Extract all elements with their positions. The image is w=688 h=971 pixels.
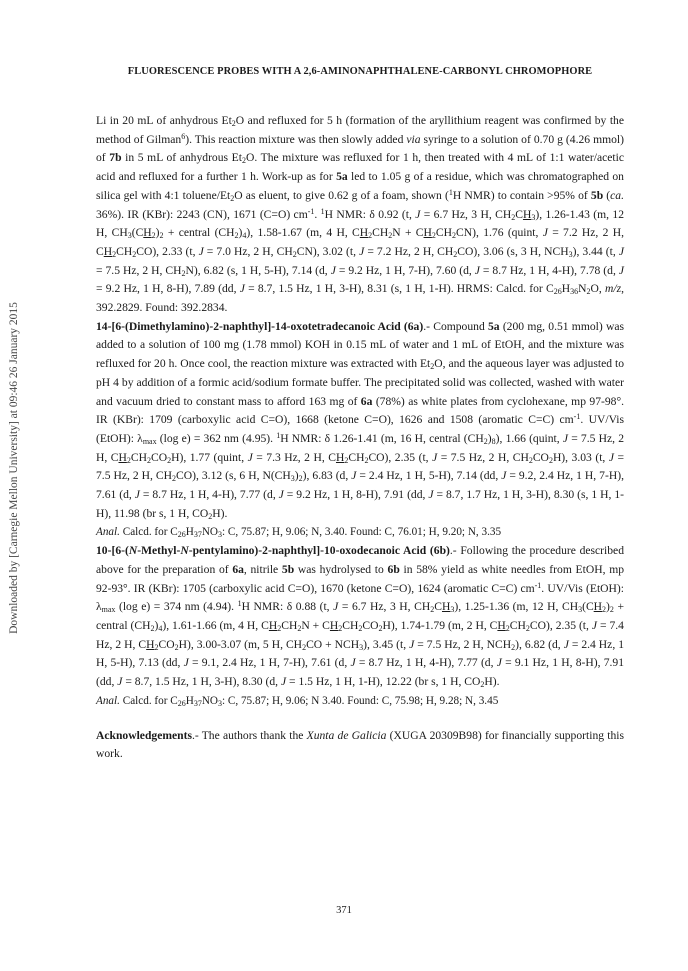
text-run: Anal.: [96, 694, 120, 707]
text-run: 2: [146, 455, 151, 465]
text-run: ca.: [610, 188, 624, 202]
text-run: 3: [568, 249, 573, 259]
text-run: (: [603, 188, 611, 202]
text-run: 2: [126, 455, 131, 465]
text-run: : C, 75.87; H, 9.06; N, 3.40. Found: C, 76.01; H, 9.20; N, 3.35: [222, 526, 502, 539]
text-run: = 7.2 Hz, 2 H, C: [96, 226, 624, 258]
text-run: 3: [218, 698, 222, 708]
text-run: N + C: [301, 618, 330, 632]
text-run: m/z: [605, 282, 622, 296]
text-run: -1: [307, 206, 315, 216]
paragraph-6a-analysis: [96, 523, 624, 542]
text-run: 26: [177, 530, 186, 540]
text-run: (C: [131, 226, 144, 240]
text-run: CO + NCH: [306, 637, 360, 651]
text-run: 2: [609, 605, 614, 615]
text-run: , nitrile: [243, 562, 282, 576]
text-run: CH: [116, 244, 133, 258]
text-run: ): [238, 226, 243, 240]
text-run: 2: [505, 623, 510, 633]
text-run: 3: [450, 605, 455, 615]
text-run: 36%). IR (KBr): 2243 (CN), 1671 (C=O) cm: [96, 207, 308, 221]
text-run: J: [415, 207, 421, 221]
text-run: J: [542, 226, 548, 240]
text-run: C: [515, 207, 523, 221]
text-run: H: [497, 618, 506, 632]
text-run: ). This reaction mixture was then slowly added: [185, 132, 407, 146]
text-run: (XUGA 20309B98) for financially supporting this work.: [96, 728, 624, 761]
article-body: [96, 112, 624, 764]
text-run: 2: [344, 455, 349, 465]
text-run: = 7.4 Hz, 2 H, C: [96, 618, 624, 651]
text-run: + central (CH: [96, 600, 625, 632]
text-run: J: [563, 637, 569, 651]
text-run: max: [101, 605, 116, 615]
text-run: 2: [302, 642, 307, 652]
text-run: 2: [452, 231, 457, 241]
text-run: CH: [509, 618, 526, 632]
text-run: 3: [578, 605, 583, 615]
text-run: : C, 75.87; H, 9.06; N 3.40. Found: C, 75.98; H, 9.28; N, 3.45: [222, 694, 499, 707]
text-run: -1: [534, 580, 542, 590]
text-run: (C: [582, 600, 594, 614]
text-run: = 8.7 Hz, 1 H, 4-H), 7.77 (d,: [355, 656, 497, 670]
text-run: 2: [167, 455, 172, 465]
text-run: -pentylamino)-2-naphthyl]-10-oxodecanoic Acid (6b): [188, 544, 450, 558]
text-run: J: [618, 263, 624, 277]
text-run: CO: [362, 618, 379, 632]
text-run: (78%) as white plates from cyclohexane, mp 97-98°. IR (KBr): 1709 (carboxylic acid C=O), 1668 (ketone C=O), 1626 and 1508 (aromatic C=C) cm: [96, 394, 625, 427]
text-run: N + C: [392, 226, 424, 240]
paragraph-6a-synthesis: [96, 318, 624, 524]
text-run: J: [618, 244, 624, 258]
text-run: 2: [430, 362, 435, 372]
text-run: = 8.7, 1.7 Hz, 1 H, 3-H), 8.30 (s, 1 H, 1-H), 11.98 (br s, 1 H, CO: [96, 488, 624, 520]
text-run: (log e) = 374 nm (4.94).: [115, 600, 238, 614]
text-run: 2: [159, 231, 164, 241]
text-run: H: [103, 244, 113, 258]
text-run: O. The mixture was refluxed for 1 h, then treated with 4 mL of 1:1 water/acetic acid and refluxed for a further 1 h. Work-up as for: [96, 151, 624, 184]
text-run: (200 mg, 0.51 mmol) was added to a solution of 100 mg (1.78 mmol) KOH in 0.15 mL of water and 1 mL of EtOH, and the mixture was refluxed for 20 h. Once cool, the reaction mixture was extracted with Et: [96, 319, 624, 371]
text-run: 3: [218, 530, 222, 540]
text-run: 2: [151, 231, 156, 241]
text-run: 5b: [281, 562, 295, 576]
text-run: J: [117, 675, 123, 689]
text-run: = 7.5 Hz, 2 H, CH: [437, 450, 529, 464]
text-run: = 7.5 Hz, 2 H, C: [96, 431, 625, 464]
text-run: 8: [491, 436, 496, 446]
text-run: CO), 2.35 (t,: [529, 618, 592, 632]
text-run: H), 1.74-1.79 (m, 2 H, C: [382, 618, 498, 632]
text-run: -Methyl-: [137, 544, 181, 558]
text-run: J: [496, 656, 502, 670]
text-run: NO: [201, 526, 218, 539]
text-run: 4: [242, 231, 247, 241]
text-run: J: [359, 244, 365, 258]
text-run: . UV/Vis (EtOH): λ: [96, 413, 624, 445]
text-run: 1: [320, 206, 325, 216]
text-run: = 8.7 Hz, 1 H, 4-H), 7.77 (d,: [139, 488, 279, 502]
text-run: O, and the aqueous layer was adjusted to pH 4 by addition of a formic acid/sodium formate buffer. The precipitated solid was collected, washed with water and vacuum dried to constant mass to afford 163 mg of: [96, 357, 624, 408]
text-run: .- Compound: [423, 319, 488, 333]
text-run: H), 3.03 (t,: [552, 450, 609, 464]
text-run: H), 3.00-3.07 (m, 5 H, CH: [178, 637, 303, 651]
text-run: J: [198, 244, 204, 258]
text-run: 2: [231, 119, 236, 128]
text-run: O as eluent, to give 0.62 g of a foam, shown (: [234, 188, 449, 202]
running-header: FLUORESCENCE PROBES WITH A 2,6-AMINONAPHTHALENE-CARBONYL CHROMOPHORE: [127, 66, 593, 77]
text-run: J: [280, 675, 287, 689]
text-run: 6a: [360, 394, 373, 408]
text-run: 7b: [109, 151, 122, 165]
text-run: 2: [364, 455, 369, 465]
text-run: 3: [127, 231, 132, 241]
text-run: 5a: [487, 319, 500, 333]
text-run: CN), 3.02 (t,: [296, 244, 360, 258]
text-run: H).: [484, 675, 500, 689]
text-run: N: [578, 282, 587, 296]
text-run: CO: [150, 450, 168, 464]
text-run: 26: [553, 287, 562, 297]
text-run: ), 1.61-1.66 (m, 4 H, C: [162, 618, 269, 632]
text-run: H: [561, 282, 571, 296]
text-run: 6a: [232, 562, 244, 576]
text-run: ): [294, 469, 299, 483]
text-run: Calcd. for C: [119, 694, 178, 707]
text-run: 14-[6-(Dimethylamino)-2-naphthyl]-14-oxotetradecanoic Acid (6a): [96, 319, 424, 333]
text-run: .- The authors thank the: [191, 728, 307, 742]
text-run: was hydrolysed to: [294, 562, 388, 576]
text-run: 2: [586, 287, 591, 297]
text-run: J: [474, 263, 480, 277]
text-run: H), 1.77 (quint,: [171, 450, 248, 464]
text-run: 2: [483, 436, 488, 446]
text-run: 1: [237, 599, 242, 609]
text-run: = 1.5 Hz, 1 H, 1-H), 12.22 (br s, 1 H, CO: [286, 675, 481, 689]
text-run: H: [146, 637, 155, 651]
text-run: = 7.5 Hz, 2 H, CH: [96, 450, 625, 483]
text-run: CO: [158, 637, 175, 651]
text-run: Li in 20 mL of anhydrous Et: [96, 114, 232, 127]
text-run: O,: [590, 282, 605, 296]
text-run: H: [268, 618, 278, 632]
text-run: 2: [525, 623, 530, 633]
text-run: = 6.7 Hz, 3 H, CH: [338, 600, 431, 614]
text-run: H: [329, 618, 339, 632]
text-run: H: [335, 450, 345, 464]
text-run: J: [247, 450, 253, 464]
text-run: 26: [177, 698, 186, 708]
acknowledgements: [96, 727, 624, 764]
text-run: 10-[6-(: [96, 544, 129, 558]
text-run: CH: [342, 618, 359, 632]
text-run: CO), 3.06 (s, 3 H, NCH: [457, 244, 569, 258]
text-run: H: [185, 694, 194, 707]
text-run: = 9.2 Hz, 1 H, 8-H), 7.89 (dd,: [96, 282, 240, 296]
text-run: 6b: [387, 562, 400, 576]
text-run: H: [423, 226, 432, 240]
text-run: H: [143, 226, 152, 240]
text-run: -1: [573, 412, 581, 422]
text-run: 5a: [336, 170, 348, 184]
text-run: 2: [241, 156, 246, 166]
text-run: = 9.2 Hz, 1 H, 8-H), 7.91 (dd,: [283, 488, 429, 502]
text-run: 2: [234, 231, 239, 241]
text-run: 2: [298, 474, 303, 484]
text-run: J: [333, 600, 339, 614]
text-run: (log e) = 362 nm (4.95).: [156, 431, 277, 445]
text-run: J: [608, 450, 614, 464]
text-run: J: [330, 263, 336, 277]
text-run: 2: [453, 249, 458, 259]
text-run: 4: [158, 623, 163, 633]
text-run: 2: [150, 623, 155, 633]
text-run: 37: [193, 530, 202, 540]
text-run: = 8.7, 1.5 Hz, 1 H, 3-H), 8.30 (d,: [122, 675, 281, 689]
text-run: 2: [208, 511, 213, 521]
text-run: = 7.5 Hz, 2 H, CH: [96, 263, 182, 277]
paragraph-6b-analysis: [96, 692, 624, 711]
text-run: H: [522, 207, 532, 221]
text-run: 2: [430, 605, 435, 615]
text-run: = 2.4 Hz, 1 H, 5-H), 7.14 (dd,: [356, 469, 502, 483]
text-run: 37: [193, 698, 202, 708]
text-run: J: [501, 469, 507, 483]
text-run: H NMR) to contain >95% of: [452, 188, 591, 202]
text-run: 2: [602, 605, 607, 615]
text-run: 2: [358, 623, 363, 633]
text-run: ): [155, 226, 160, 240]
text-run: H: [118, 450, 127, 464]
text-run: = 7.2 Hz, 2 H, CH: [364, 244, 454, 258]
text-run: 6: [181, 131, 186, 141]
text-run: CO: [532, 450, 549, 464]
text-run: 2: [378, 623, 383, 633]
text-run: 5b: [590, 188, 604, 202]
paragraph-6b-synthesis: [96, 542, 624, 692]
text-run: ): [606, 600, 610, 614]
text-run: J: [239, 282, 245, 296]
text-run: + central (CH: [163, 226, 235, 240]
text-run: = 2.4 Hz, 1 H, 5-H), 7.13 (dd,: [96, 637, 624, 670]
text-run: .: [314, 207, 321, 221]
text-run: via: [406, 132, 421, 146]
text-run: 2: [388, 231, 393, 241]
text-run: 1: [448, 187, 453, 197]
page-number: 371: [336, 905, 352, 916]
text-run: ), 1.26-1.43 (m, 12 H, CH: [96, 207, 624, 240]
text-run: 2: [368, 231, 373, 241]
text-run: Acknowledgements: [96, 728, 192, 742]
text-run: J: [591, 618, 598, 632]
text-run: CO), 2.33 (t,: [136, 244, 199, 258]
text-run: 2: [480, 680, 485, 690]
text-run: CH: [372, 226, 389, 240]
text-run: = 6.7 Hz, 3 H, CH: [420, 207, 512, 221]
text-run: ), 6.82 (d,: [515, 637, 564, 651]
text-run: 2: [297, 623, 302, 633]
text-run: H NMR: δ 1.26-1.41 (m, 16 H, central (CH: [280, 431, 484, 445]
text-run: 3: [359, 642, 364, 652]
text-run: 2: [112, 249, 117, 259]
text-run: CO), 3.12 (s, 6 H, N(CH: [176, 469, 291, 483]
text-run: syringe to a solution of 0.70 g (4.26 mmol) of: [96, 132, 624, 165]
text-run: NO: [201, 694, 218, 707]
text-run: J: [428, 488, 434, 502]
text-run: H: [441, 600, 451, 614]
text-run: CO), 2.35 (t,: [368, 450, 433, 464]
text-run: H).: [212, 506, 228, 520]
text-run: ), 6.83 (d,: [302, 469, 352, 483]
text-run: = 9.2 Hz, 1 H, 7-H), 7.60 (d,: [335, 263, 475, 277]
text-run: max: [142, 436, 157, 446]
text-run: ), 3.44 (t,: [572, 244, 619, 258]
text-run: 2: [548, 455, 553, 465]
text-run: CH: [435, 226, 453, 240]
text-run: Xunta de Galicia: [306, 728, 387, 742]
text-run: 2: [277, 623, 282, 633]
download-watermark: Downloaded by [Carnegie Mellon University] at 09:46 26 January 2015: [8, 302, 20, 634]
text-run: C: [434, 600, 442, 614]
text-run: CN), 1.76 (quint,: [456, 226, 543, 240]
text-run: = 7.0 Hz, 2 H, CH: [203, 244, 293, 258]
text-run: Calcd. for C: [119, 526, 178, 539]
text-run: 3: [290, 474, 295, 484]
text-run: = 9.1 Hz, 1 H, 8-H), 7.91 (dd,: [96, 656, 624, 689]
text-run: = 9.1, 2.4 Hz, 1 H, 7-H), 7.61 (d,: [188, 656, 351, 670]
text-run: 2: [172, 474, 177, 484]
text-run: = 7.5 Hz, 2 H, NCH: [414, 637, 512, 651]
text-run: ): [154, 618, 159, 632]
text-run: in 58% yield as white needles from EtOH, mp 92-93°. IR (KBr): 1705 (carboxylic acid C=O), 1670 (ketone C=O), 1624 (aromatic C=C) cm: [96, 562, 625, 595]
text-run: 2: [292, 249, 297, 259]
text-run: = 8.7, 1.5 Hz, 1 H, 3-H), 8.31 (s, 1 H, 1-H). HRMS: Calcd. for C: [244, 282, 554, 296]
text-run: Anal.: [96, 526, 120, 539]
text-run: ), 1.25-1.36 (m, 12 H, CH: [454, 600, 579, 614]
paragraph-5b-synthesis: [96, 112, 624, 318]
text-run: ), 1.66 (quint,: [495, 431, 563, 445]
text-run: 2: [511, 212, 516, 222]
text-run: J: [134, 488, 140, 502]
text-run: 36: [570, 287, 579, 297]
text-run: CH: [281, 618, 298, 632]
text-run: J: [432, 450, 438, 464]
text-run: ), 3.45 (t,: [363, 637, 410, 651]
text-run: 2: [338, 623, 343, 633]
text-run: H: [593, 600, 603, 614]
text-run: = 7.3 Hz, 2 H, C: [252, 450, 336, 464]
text-run: 2: [511, 642, 516, 652]
text-run: ), 1.58-1.67 (m, 4 H, C: [246, 226, 360, 240]
text-run: 2: [154, 642, 159, 652]
text-run: . UV/Vis (EtOH): λ: [96, 581, 625, 614]
text-run: O and refluxed for 5 h (formation of the aryllithium reagent was confirmed by the method of Gilman: [96, 114, 624, 146]
text-run: = 9.2, 2.4 Hz, 1 H, 7-H), 7.61 (d,: [96, 469, 624, 502]
text-run: N: [180, 544, 189, 558]
text-run: H: [359, 226, 369, 240]
text-run: J: [350, 656, 356, 670]
text-run: N), 6.82 (s, 1 H, 5-H), 7.14 (d,: [185, 263, 331, 277]
text-run: = 8.7 Hz, 1 H, 4-H), 7.78 (d,: [479, 263, 619, 277]
text-run: in 5 mL of anhydrous Et: [121, 151, 242, 165]
text-run: 2: [230, 193, 235, 203]
text-run: , 392.2829. Found: 392.2834.: [96, 282, 625, 315]
text-run: led to 1.05 g of a residue, which was chromatographed on silica gel with 4:1 toluene/Et: [96, 170, 624, 202]
text-run: 1: [276, 430, 281, 440]
text-run: H NMR: δ 0.92 (t,: [324, 207, 416, 221]
text-run: ): [487, 431, 492, 445]
text-run: CH: [348, 450, 365, 464]
text-run: 2: [431, 231, 436, 241]
text-run: J: [562, 431, 569, 445]
text-run: H: [185, 526, 194, 539]
text-run: CH: [130, 450, 147, 464]
text-run: J: [278, 488, 284, 502]
text-run: 3: [531, 212, 536, 222]
text-run: 2: [132, 249, 137, 259]
text-run: 2: [181, 268, 186, 278]
text-run: N: [128, 544, 138, 558]
text-run: H NMR: δ 0.88 (t,: [241, 600, 334, 614]
text-run: .- Following the procedure described above for the preparation of: [96, 544, 624, 576]
text-run: 2: [528, 455, 533, 465]
text-run: 2: [174, 642, 179, 652]
text-run: J: [183, 656, 189, 670]
text-run: J: [409, 637, 415, 651]
text-run: J: [351, 469, 357, 483]
